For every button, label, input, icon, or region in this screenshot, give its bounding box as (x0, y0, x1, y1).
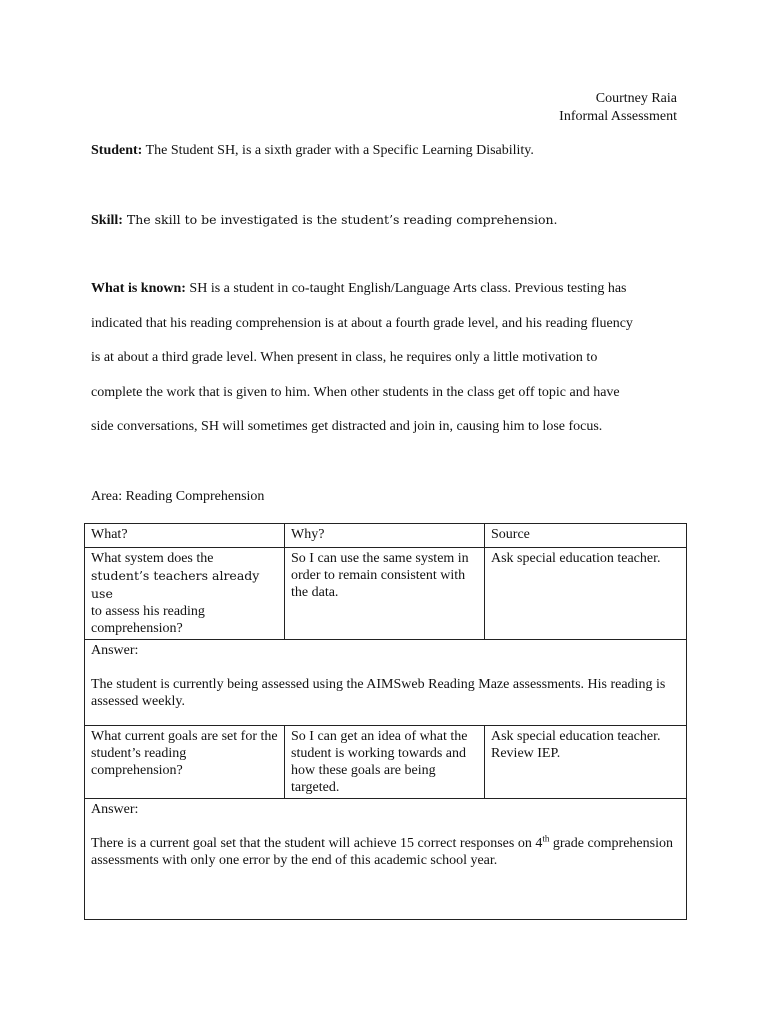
known-line-2: indicated that his reading comprehension is at about a fourth grade level, and his reading fluency (91, 316, 633, 331)
source-line-a: Ask special education teacher. (491, 729, 661, 744)
table-header-row (85, 524, 687, 548)
student-line (91, 143, 534, 159)
answer-row (85, 640, 687, 726)
question-source-cell (485, 726, 687, 799)
known-line-4: complete the work that is given to him. When other students in the class get off topic and have (91, 385, 620, 400)
student-text: The Student SH, is a sixth grader with a Specific Learning Disability. (142, 143, 534, 158)
answer-row (85, 799, 687, 920)
document-header (559, 90, 677, 126)
answer-cell (85, 640, 687, 726)
document-type: Informal Assessment (559, 109, 677, 124)
header-source: Source (485, 524, 687, 548)
ordinal-suffix: th (542, 833, 550, 844)
skill-text: The skill to be investigated is the student’s reading comprehension. (122, 212, 558, 227)
known-line-1 (91, 281, 626, 297)
question-what-cell (85, 548, 285, 640)
known-line-5: side conversations, SH will sometimes get distracted and join in, causing him to lose focus. (91, 419, 603, 434)
skill-label: Skill: (91, 213, 123, 228)
question-why-cell: So I can get an idea of what the student is working towards and how these goals are being targeted. (285, 726, 485, 799)
skill-line (91, 212, 558, 229)
table-row (85, 548, 687, 640)
header-why: Why? (285, 524, 485, 548)
answer-label: Answer: (91, 643, 139, 658)
question-what-line-b: student’s teachers already use (91, 568, 260, 601)
answer-cell (85, 799, 687, 920)
question-why-cell: So I can use the same system in order to remain consistent with the data. (285, 548, 485, 640)
header-what: What? (85, 524, 285, 548)
source-line-b: Review IEP. (491, 746, 561, 761)
table-row (85, 726, 687, 799)
question-what-line-a: What system does the (91, 551, 214, 566)
known-line-3: is at about a third grade level. When present in class, he requires only a little motivation to (91, 350, 598, 365)
answer-text (91, 835, 680, 869)
answer-text-start: There is a current goal set that the student will achieve 15 correct responses on 4 (91, 836, 543, 851)
answer-label: Answer: (91, 802, 139, 817)
known-label: What is known: (91, 281, 186, 296)
assessment-table (84, 523, 687, 920)
answer-text-end: grade comprehension assessments with only one error by the end of this academic school year. (91, 836, 673, 868)
area-title: Area: Reading Comprehension (91, 489, 265, 504)
question-what-line-c: to assess his reading comprehension? (91, 604, 205, 636)
author-name: Courtney Raia (595, 91, 677, 106)
question-what-cell: What current goals are set for the student’s reading comprehension? (85, 726, 285, 799)
answer-text: The student is currently being assessed using the AIMSweb Reading Maze assessments. His reading is assessed weekly. (91, 677, 666, 709)
student-label: Student: (91, 143, 143, 158)
known-text-1: SH is a student in co-taught English/Language Arts class. Previous testing has (185, 281, 627, 296)
question-source-cell: Ask special education teacher. (485, 548, 687, 640)
